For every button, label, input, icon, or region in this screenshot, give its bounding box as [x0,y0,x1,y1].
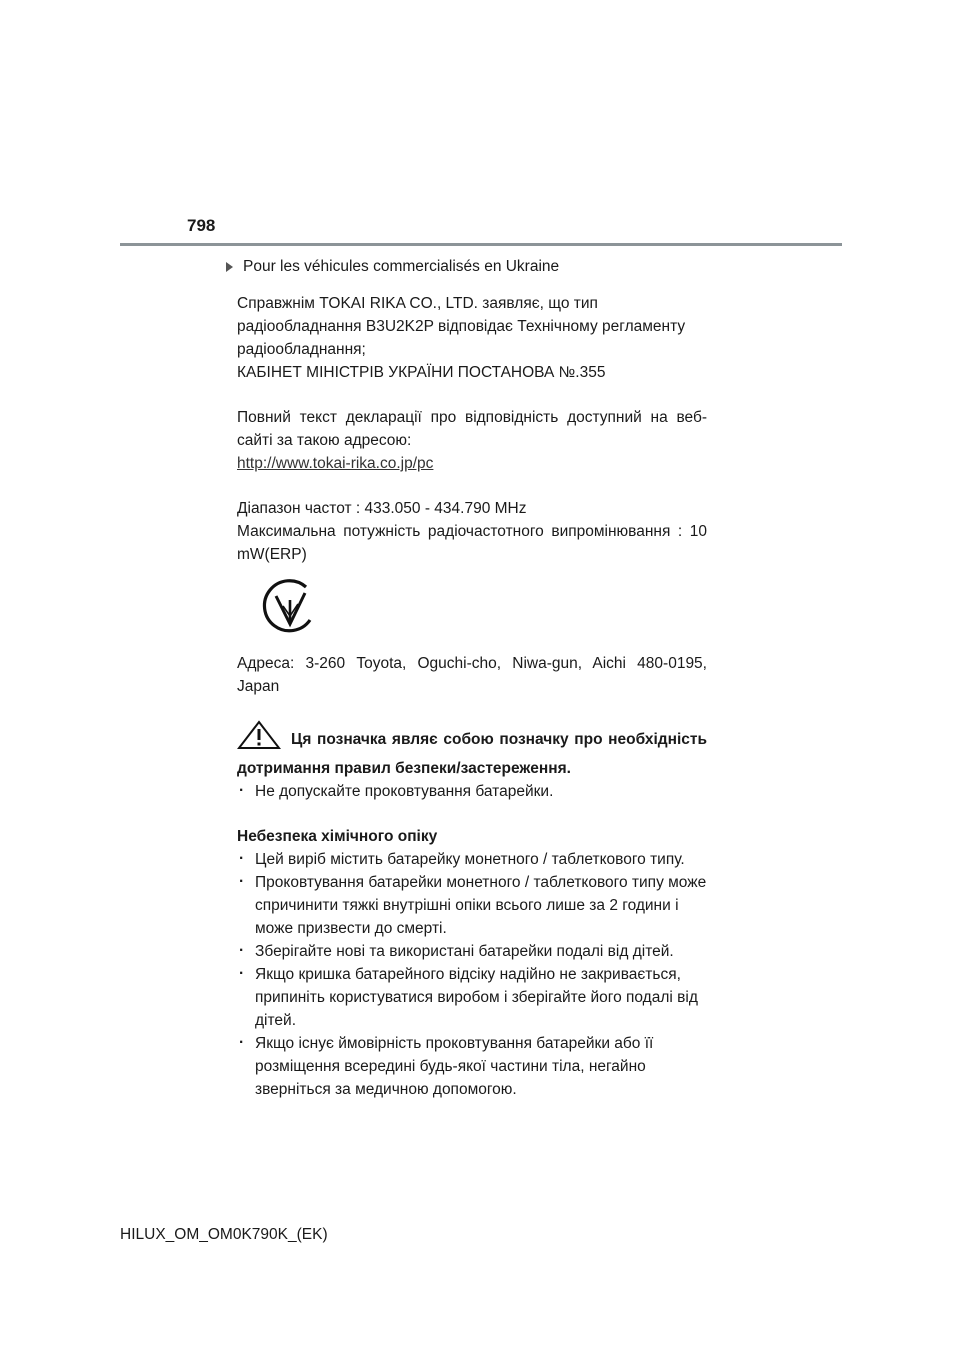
address-text: Адреса: 3-260 Toyota, Oguchi-cho, Niwa-gun, Aichi 480-0195, Japan [237,655,707,695]
chemical-block [237,825,707,1101]
declaration-url-link[interactable]: http://www.tokai-rika.co.jp/pc [237,455,434,472]
chemical-title: Небезпека хімічного опіку [237,828,438,845]
declaration-line: радіообладнання B3U2K2P відповідає Технічному регламенту [237,318,686,335]
page-content [237,255,707,1101]
warning-block [237,720,707,803]
warning-heading-text: Ця позначка являє собою позначку про необхідність дотримання правил безпеки/застереження. [237,731,707,777]
section-heading [237,255,707,278]
warning-triangle-icon [237,720,281,757]
declaration-line: радіообладнання; [237,341,366,358]
list-item: · Якщо кришка батарейного відсіку надійно не закривається, припиніть користуватися виробом і зберігайте його подалі від дітей. [237,963,707,1032]
warning-list [237,780,707,803]
list-item: · Зберігайте нові та використані батарейки подалі від дітей. [237,940,707,963]
frequency-text: Діапазон частот : 433.050 - 434.790 MHz [237,500,527,517]
header-rule [120,243,842,246]
declaration-line: КАБІНЕТ МІНІСТРІВ УКРАЇНИ ПОСТАНОВА №.355 [237,364,606,381]
declaration-block [237,292,707,384]
page-number: 798 [187,216,216,235]
fulltext-text: Повний текст декларації про відповідність доступний на веб-сайті за такою адресою: [237,409,707,449]
power-text: Максимальна потужність радіочастотного випромінювання : 10 mW(ERP) [237,523,707,563]
section-heading-text: Pour les véhicules commercialisés en Ukraine [243,258,560,275]
chemical-list [237,848,707,1101]
list-item: · Проковтування батарейки монетного / таблеткового типу може спричинити тяжкі внутрішні опіки всього лише за 2 години і може призвести до смерті. [237,871,707,940]
triangle-right-icon [226,262,233,272]
list-item: · Якщо існує ймовірність проковтування батарейки або її розміщення всередині будь-якої частини тіла, негайно зверніться за медичною допомогою. [237,1032,707,1101]
radio-block [237,497,707,566]
list-item: · Цей виріб містить батарейку монетного / таблеткового типу. [237,848,707,871]
ukraine-conformity-mark-icon [259,576,707,638]
list-item: · Не допускайте проковтування батарейки. [237,780,707,803]
footer-code: HILUX_OM_OM0K790K_(EK) [120,1226,328,1243]
fulltext-block [237,406,707,475]
warning-heading [237,720,707,780]
declaration-line: Справжнім TOKAI RIKA CO., LTD. заявляє, що тип [237,295,598,312]
address-block [237,652,707,698]
